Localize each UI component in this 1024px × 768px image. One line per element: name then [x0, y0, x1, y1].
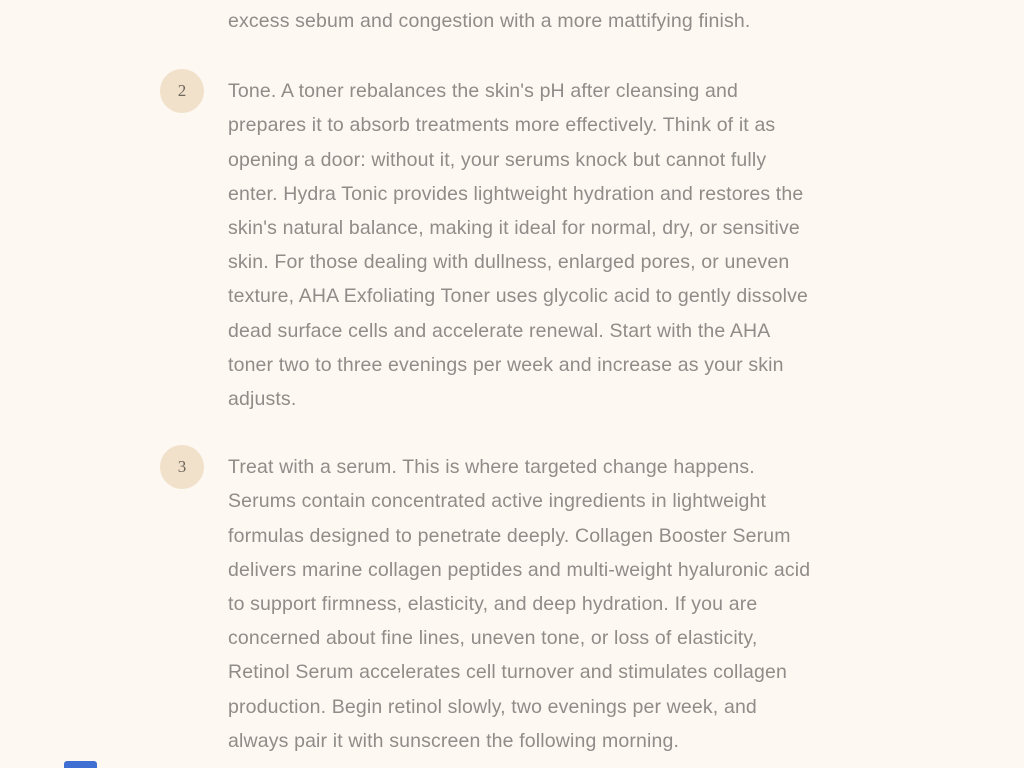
text-line: enter. Hydra Tonic provides lightweight hydration and restores the — [228, 182, 804, 205]
step-number-badge: 2 — [160, 69, 204, 113]
step-text — [228, 74, 808, 416]
article-content — [160, 4, 810, 758]
step-text — [228, 450, 810, 758]
step-number-badge: 3 — [160, 445, 204, 489]
text-line: skin's natural balance, making it ideal for normal, dry, or sensitive — [228, 217, 800, 240]
text-line: formulas designed to penetrate deeply. Collagen Booster Serum — [228, 524, 791, 547]
text-line: Retinol Serum accelerates cell turnover and stimulates collagen — [228, 661, 787, 684]
text-line: prepares it to absorb treatments more effectively. Think of it as — [228, 114, 776, 137]
text-line: always pair it with sunscreen the following morning. — [228, 729, 680, 752]
text-line: concerned about fine lines, uneven tone, or loss of elasticity, — [228, 627, 758, 650]
text-line: dead surface cells and accelerate renewal. Start with the AHA — [228, 319, 771, 342]
text-line: to support firmness, elasticity, and deep hydration. If you are — [228, 593, 758, 616]
numbered-list-item — [160, 74, 810, 416]
partially-visible-blue-element[interactable] — [64, 761, 97, 768]
text-line: toner two to three evenings per week and increase as your skin — [228, 353, 784, 376]
text-line: skin. For those dealing with dullness, enlarged pores, or uneven — [228, 251, 790, 274]
text-line: production. Begin retinol slowly, two evenings per week, and — [228, 695, 757, 718]
numbered-list-item — [160, 450, 810, 758]
paragraph-continuation-line: excess sebum and congestion with a more mattifying finish. — [228, 10, 751, 32]
text-line: Treat with a serum. This is where targeted change happens. — [228, 456, 755, 479]
text-line: Serums contain concentrated active ingredients in lightweight — [228, 490, 767, 513]
text-line: adjusts. — [228, 388, 297, 411]
text-line: opening a door: without it, your serums knock but cannot fully — [228, 148, 767, 171]
text-line: Tone. A toner rebalances the skin's pH after cleansing and — [228, 80, 738, 103]
numbered-steps-list — [160, 74, 810, 758]
text-line: texture, AHA Exfoliating Toner uses glycolic acid to gently dissolve — [228, 285, 808, 308]
text-line: delivers marine collagen peptides and multi-weight hyaluronic acid — [228, 558, 811, 581]
